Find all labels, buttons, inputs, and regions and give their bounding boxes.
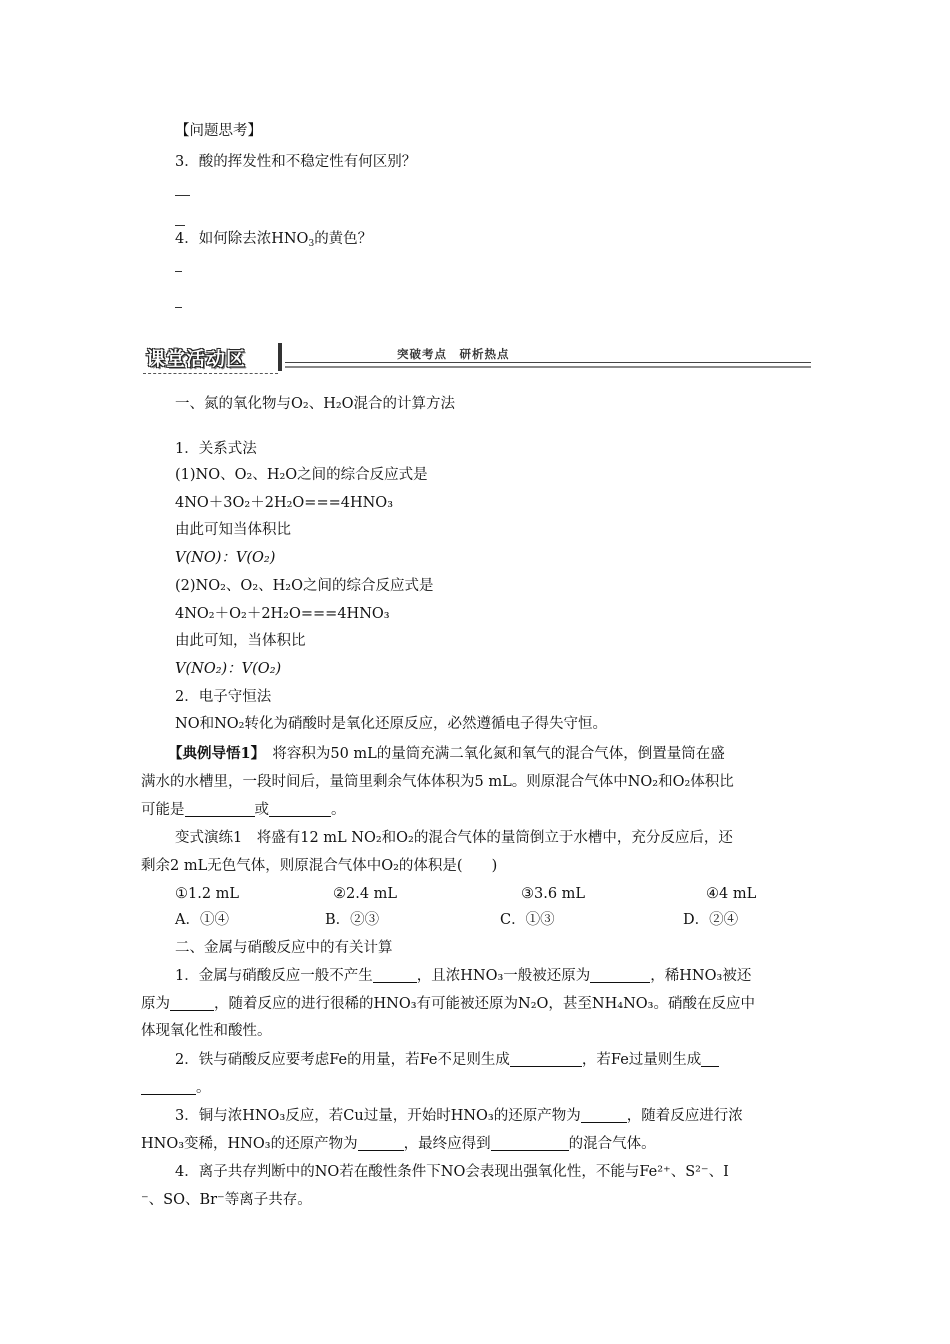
example-label: 【典例导悟1】 [168,745,258,762]
banner-title: 课堂活动区 [146,348,247,370]
p2-item4-line1: 4．离子共存判断中的NO若在酸性条件下NO会表现出强氧化性，不能与Fe²⁺、S²⁻、I [175,1164,729,1180]
section-banner [143,341,811,377]
p2-item3-line1: 3．铜与浓HNO₃反应，若Cu过量，开始时HNO₃的还原产物为 ，随着反应进行浓 [175,1108,743,1124]
value-option: ④4 mL [706,886,757,902]
answer-blank[interactable] [701,1051,719,1067]
answer-line-4a [175,271,182,272]
example-line-1: 【典例导悟1】 将容积为50 mL的量筒充满二氧化氮和氧气的混合气体，倒置量筒在盛 [168,745,725,762]
part1-heading: 一、氮的氧化物与O₂、H₂O混合的计算方法 [175,396,456,412]
question-4: 4．如何除去浓$HNO_3$的黄色？ [175,231,373,249]
value-option: ②2.4 mL [333,886,398,902]
part2-heading: 二、金属与硝酸反应中的有关计算 [175,940,393,956]
answer-blank[interactable] [141,1079,196,1095]
choice-a[interactable]: A．①④ [175,912,229,928]
answer-blank[interactable] [269,801,331,817]
variant-line-1: 变式演练1 将盛有12 mL NO₂和O₂的混合气体的量筒倒立于水槽中，充分反应后，还 [175,830,733,846]
method1-title: 1．关系式法 [175,441,257,457]
method1-note1: 由此可知当体积比 [175,522,291,538]
choice-d[interactable]: D．②④ [683,912,739,928]
answer-blank[interactable] [185,801,255,817]
method1-equation1: 4NO＋3O₂＋2H₂O===4HNO₃ [175,495,394,511]
p2-item3-line2: HNO₃变稀，HNO₃的还原产物为 ，最终应得到 的混合气体。 [141,1136,656,1152]
p2-item2-line2: 。 [141,1078,211,1098]
answer-blank[interactable] [358,1135,404,1151]
answer-blank[interactable] [510,1051,582,1067]
answer-blank[interactable] [581,1107,627,1123]
question-3: 3．酸的挥发性和不稳定性有何区别？ [175,154,417,170]
p2-item2-line1: 2．铁与硝酸反应要考虑Fe的用量，若Fe不足则生成 ，若Fe过量则生成 [175,1050,719,1070]
example-line-3: 可能是 或 。 [141,802,346,818]
example-line-2: 满水的水槽里，一段时间后，量筒里剩余气体体积为5 mL。则原混合气体中NO₂和O₂体积比 [141,774,734,790]
method1-ratio1: V(NO)：V(O₂) [175,550,276,566]
answer-line-3b [175,225,185,226]
p2-item4-line2: ⁻、SO、Br⁻等离子共存。 [141,1192,312,1208]
question-header: 【问题思考】 [175,123,262,139]
choice-c[interactable]: C．①③ [500,912,555,928]
answer-blank[interactable] [170,995,214,1011]
banner-underline [143,373,278,374]
banner-rule-thick [285,366,811,368]
method1-note2: 由此可知，当体积比 [175,633,306,649]
method1-equation2: 4NO₂＋O₂＋2H₂O===4HNO₃ [175,606,390,622]
banner-subtitle: 突破考点 研析热点 [397,347,510,361]
answer-line-3a [175,195,190,196]
variant-line-2: 剩余2 mL无色气体，则原混合气体中O₂的体积是( ) [141,858,498,874]
p2-item1-line1: 1．金属与硝酸反应一般不产生 ，且浓HNO₃一般被还原为 ，稀HNO₃被还 [175,968,752,984]
method1-item1: (1)NO、O₂、H₂O之间的综合反应式是 [175,467,428,483]
choice-b[interactable]: B．②③ [325,912,380,928]
method2-text: NO和NO₂转化为硝酸时是氧化还原反应，必然遵循电子得失守恒。 [175,716,607,732]
p2-item1-line2: 原为 ，随着反应的进行很稀的HNO₃有可能被还原为N₂O，甚至NH₄NO₃。硝酸在反应中 [141,996,755,1012]
answer-blank[interactable] [373,967,417,983]
banner-divider-bar [278,343,282,371]
banner-rule [285,362,811,363]
value-option: ①1.2 mL [175,886,240,902]
answer-blank[interactable] [491,1135,569,1151]
method1-ratio2: V(NO₂)：V(O₂) [175,661,282,677]
value-option: ③3.6 mL [521,886,586,902]
method1-item2: (2)NO₂、O₂、H₂O之间的综合反应式是 [175,578,434,594]
answer-line-4b [175,307,182,308]
p2-item1-line3: 体现氧化性和酸性。 [141,1023,272,1039]
answer-blank[interactable] [590,967,650,983]
method2-title: 2．电子守恒法 [175,689,272,705]
